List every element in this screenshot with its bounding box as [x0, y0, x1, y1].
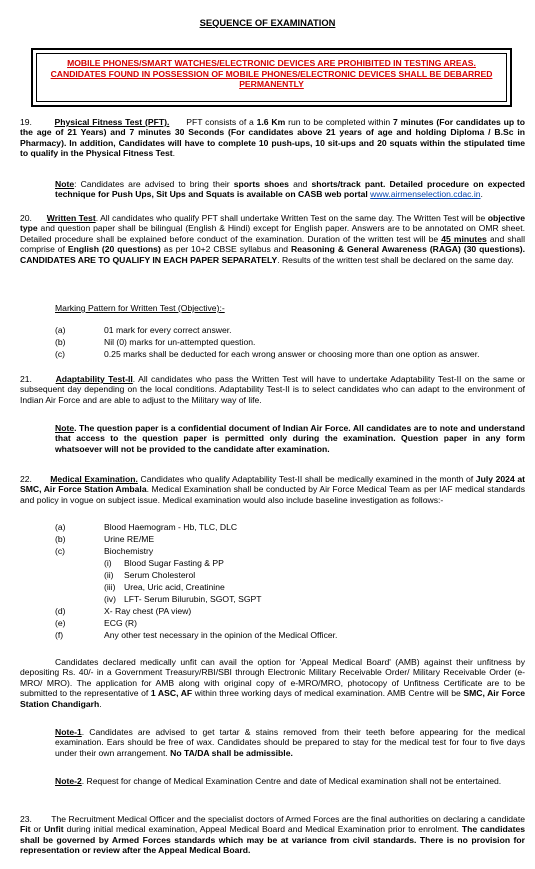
note-2: Note-2. Request for change of Medical Examination Centre and date of Medical examination shall not be entertained. — [55, 776, 502, 786]
note-label: Note-1 — [55, 727, 82, 737]
page-title: SEQUENCE OF EXAMINATION — [199, 17, 336, 28]
para-number: 22. — [20, 474, 32, 484]
para-heading: Adaptability Test-II — [55, 374, 133, 384]
warning-line-3: PERMANENTLY — [239, 79, 304, 90]
warning-line-2: CANDIDATES FOUND IN POSSESSION OF MOBILE PHONES/ELECTRONIC DEVICES SHALL BE DEBARRED — [50, 68, 493, 79]
para-21: 21. Adaptability Test-II. All candidates who pass the Written Test will have to undertake Adaptability Test-II on the same or subsequent day depending on the local conditions. Adaptability Test-II is to select candidates who can adapt to the environment of Indian Air Force and are able to adjust to the Military way of life. — [20, 374, 525, 405]
note-label: Note — [55, 423, 75, 433]
para-23: 23. The Recruitment Medical Officer and the specialist doctors of Armed Forces are the final authorities on declaring a candidate Fit or Unfit during initial medical examination, Appeal Medical Board and Medical Examination prior to enrolment. The candidates shall be governed by Armed Forces standards which may be at variance from civil standards. There is no provision for representation or review after the Appeal Medical Board. — [20, 814, 526, 856]
document-page: SEQUENCE OF EXAMINATION MOBILE PHONES/SMART WATCHES/ELECTRONIC DEVICES ARE PROHIBITED IN TESTING AREAS. CANDIDATES FOUND IN POSSESSION OF MOBILE PHONES/ELECTRONIC DEVICES SHALL BE DEBARRED PERMANENTLY 19. Physical Fitness Test (PFT). PFT consists of a 1.6 Km run to be completed within 7 minutes (For candidates up to the age of 21 Years) and 7 minutes 30 Seconds (For candidates above 21 years of age and holding Diploma / B.Sc in Pharmacy). In addition, Candidates will have to complete 10 push-ups, 10 sit-ups and 20 squats within the stipulated time to qualify in the Physical Fitness Test. Note: Candidates are advised to bring their sports shoes and shorts/track pant. Detailed procedure on expected technique for Push Ups, Sit Ups and Squats is available on CASB web portal www.airmenselection.cdac.in. 20. Written Test. All candidates who qualify PFT shall undertake Written Test on the same day. The Written Test will be objective type and question paper shall be bilingual (English & Hindi) except for English paper. Answers are to be annotated on OMR sheet. Detailed procedure shall be explained before conduct of the examination. Duration of the written test will be 45 minutes and shall comprise of English (20 questions) as per 10+2 CBSE syllabus and Reasoning & General Awareness (RAGA) (30 questions). CANDIDATES ARE TO QUALIFY IN EACH PAPER SEPARATELY. Results of the written test shall be declared on the same day. Marking Pattern for Written Test (Objective):- (a) 01 mark for every correct answer. (b) Nil (0) marks for un-attempted question. (c) 0.25 marks shall be deducted for each wrong answer or choosing more than one option as answer. 21. Adaptability Test-II. All candidates who pass the Written Test will have to undertake Adaptability Test-II on the same or subsequent day depending on the local conditions. Adaptability Test-II is to select candidates who can adapt to the environment of Indian Air Force and are able to adjust to the Military way of life. Note. The question paper is a confidential document of Indian Air Force. All candidates are to note and understand that access to the question paper is permitted only during the examination. Question paper in any form whatsoever will not be provided to the candidate after examination. 22. Medical Examination. Candidates who qualify Adaptability Test-II shall be medically examined in the month of July 2024 at SMC, Air Force Station Ambala. Medical Examination shall be conducted by Air Force Medical Team as per IAF medical standards and policy in vogue on subject issue. Medical examination would also include baseline investigation as follows:- (a) Blood Haemogram - Hb, TLC, DLC (b) Urine RE/ME (c) Biochemistry (i) Blood Sugar Fasting & PP (ii) Serum Cholesterol (iii) Urea, Uric acid, Creatinine (iv) LFT- Serum Bilurubin, SGOT, SGPT (d) X- Ray chest (PA view) (e) ECG (R) (f) Any other test necessary in the opinion of the Medical Officer. Candidates declared medically unfit can avail the option for 'Appeal Medical Board' (AMB) against their unfitness by depositing Rs. 40/- in a Government Treasury/RBI/SBI through Electronic Military Receivable Order/ Military Receivable Order (e-MRO/ MRO). The application for AMB along with original copy of e-MRO/MRO, photocopy of Unfitness Certificate are to be submitted to the representative of 1 ASC, AF within three working days of medical examination. AMB Centre will be SMC, Air Force Station Chandigarh. Note-1. Candidates are advised to get tartar & stains removed from their teeth before appearing for the medical examination. Ears should be free of wax. Candidates should be prepared to stay for the medical test for four to five days under their own arrangement. No TA/DA shall be admissible. Note-2. Request for change of Medical Examination Centre and date of Medical examination shall not be entertained. 23. The Recruitment Medical Officer and the specialist doctors of Armed Forces are the final authorities on declaring a candidate Fit or Unfit during initial medical examination, Appeal Medical Board and Medical Examination prior to enrolment. The candidates shall be governed by Armed Forces standards which may be at variance from civil standards. There is no provision for representation or review after the Appeal Medical Board. — [0, 0, 535, 869]
para-22: 22. Medical Examination. Candidates who qualify Adaptability Test-II shall be medically examined in the month of July 2024 at SMC, Air Force Station Ambala. Medical Examination shall be conducted by Air Force Medical Team as per IAF medical standards and policy in vogue on subject issue. Medical examination would also include baseline investigation as follows:- — [20, 474, 525, 505]
note-label: Note-2 — [55, 776, 82, 786]
para-number: 21. — [20, 374, 32, 384]
warning-box — [31, 48, 512, 107]
para-number: 20. — [20, 213, 32, 223]
amb-paragraph: Candidates declared medically unfit can avail the option for 'Appeal Medical Board' (AMB) against their unfitness by depositing Rs. 40/- in a Government Treasury/RBI/SBI through Electronic Military Receivable Order/ Military Receivable Order (e-MRO/ MRO). The application for AMB along with original copy of e-MRO/MRO, photocopy of Unfitness Certificate are to be submitted to the representative of 1 ASC, AF within three working days of medical examination. AMB Centre will be SMC, Air Force Station Chandigarh. — [20, 657, 526, 709]
note-1: Note-1. Candidates are advised to get tartar & stains removed from their teeth before appearing for the medical examination. Ears should be free of wax. Candidates should be prepared to stay for the medical test for four to five days under their own arrangement. No TA/DA shall be admissible. — [55, 727, 525, 758]
warning-line-1: MOBILE PHONES/SMART WATCHES/ELECTRONIC DEVICES ARE PROHIBITED IN TESTING AREAS. — [67, 58, 476, 68]
para-20: 20. Written Test. All candidates who qualify PFT shall undertake Written Test on the same day. The Written Test will be objective type and question paper shall be bilingual (English & Hindi) except for English paper. Answers are to be annotated on OMR sheet. Detailed procedure shall be explained before conduct of the examination. Duration of the written test will be 45 minutes and shall comprise of English (20 questions) as per 10+2 CBSE syllabus and Reasoning & General Awareness (RAGA) (30 questions). CANDIDATES ARE TO QUALIFY IN EACH PAPER SEPARATELY. Results of the written test shall be declared on the same day. — [20, 213, 525, 265]
casb-portal-link[interactable]: www.airmenselection.cdac.in — [370, 189, 481, 200]
para-heading: Written Test — [46, 213, 96, 223]
para-number: 23. — [20, 814, 32, 824]
para-19: 19. Physical Fitness Test (PFT). PFT consists of a 1.6 Km run to be completed within 7 minutes (For candidates up to the age of 21 Years) and 7 minutes 30 Seconds (For candidates above 21 years of age and holding Diploma / B.Sc in Pharmacy). In addition, Candidates will have to complete 10 push-ups, 10 sit-ups and 20 squats within the stipulated time to qualify in the Physical Fitness Test. — [20, 117, 526, 159]
para-number: 19. — [20, 117, 32, 127]
para-heading: Physical Fitness Test (PFT). — [54, 117, 170, 127]
note-label: Note — [55, 179, 75, 189]
marking-heading: Marking Pattern for Written Test (Objective):- — [55, 303, 225, 313]
warning-text — [33, 58, 510, 90]
para-heading: Medical Examination. — [50, 474, 138, 484]
note-confidential: Note. The question paper is a confidential document of Indian Air Force. All candidates are to note and understand that access to the question paper is permitted only during the examination. Question paper in any form whatsoever will not be provided to the candidate after examination. — [55, 423, 525, 454]
note-pft: Note: Candidates are advised to bring their sports shoes and shorts/track pant. Detailed procedure on expected technique for Push Ups, Sit Ups and Squats is available on CASB web portal www.airmenselection.cdac.in. — [55, 179, 525, 200]
